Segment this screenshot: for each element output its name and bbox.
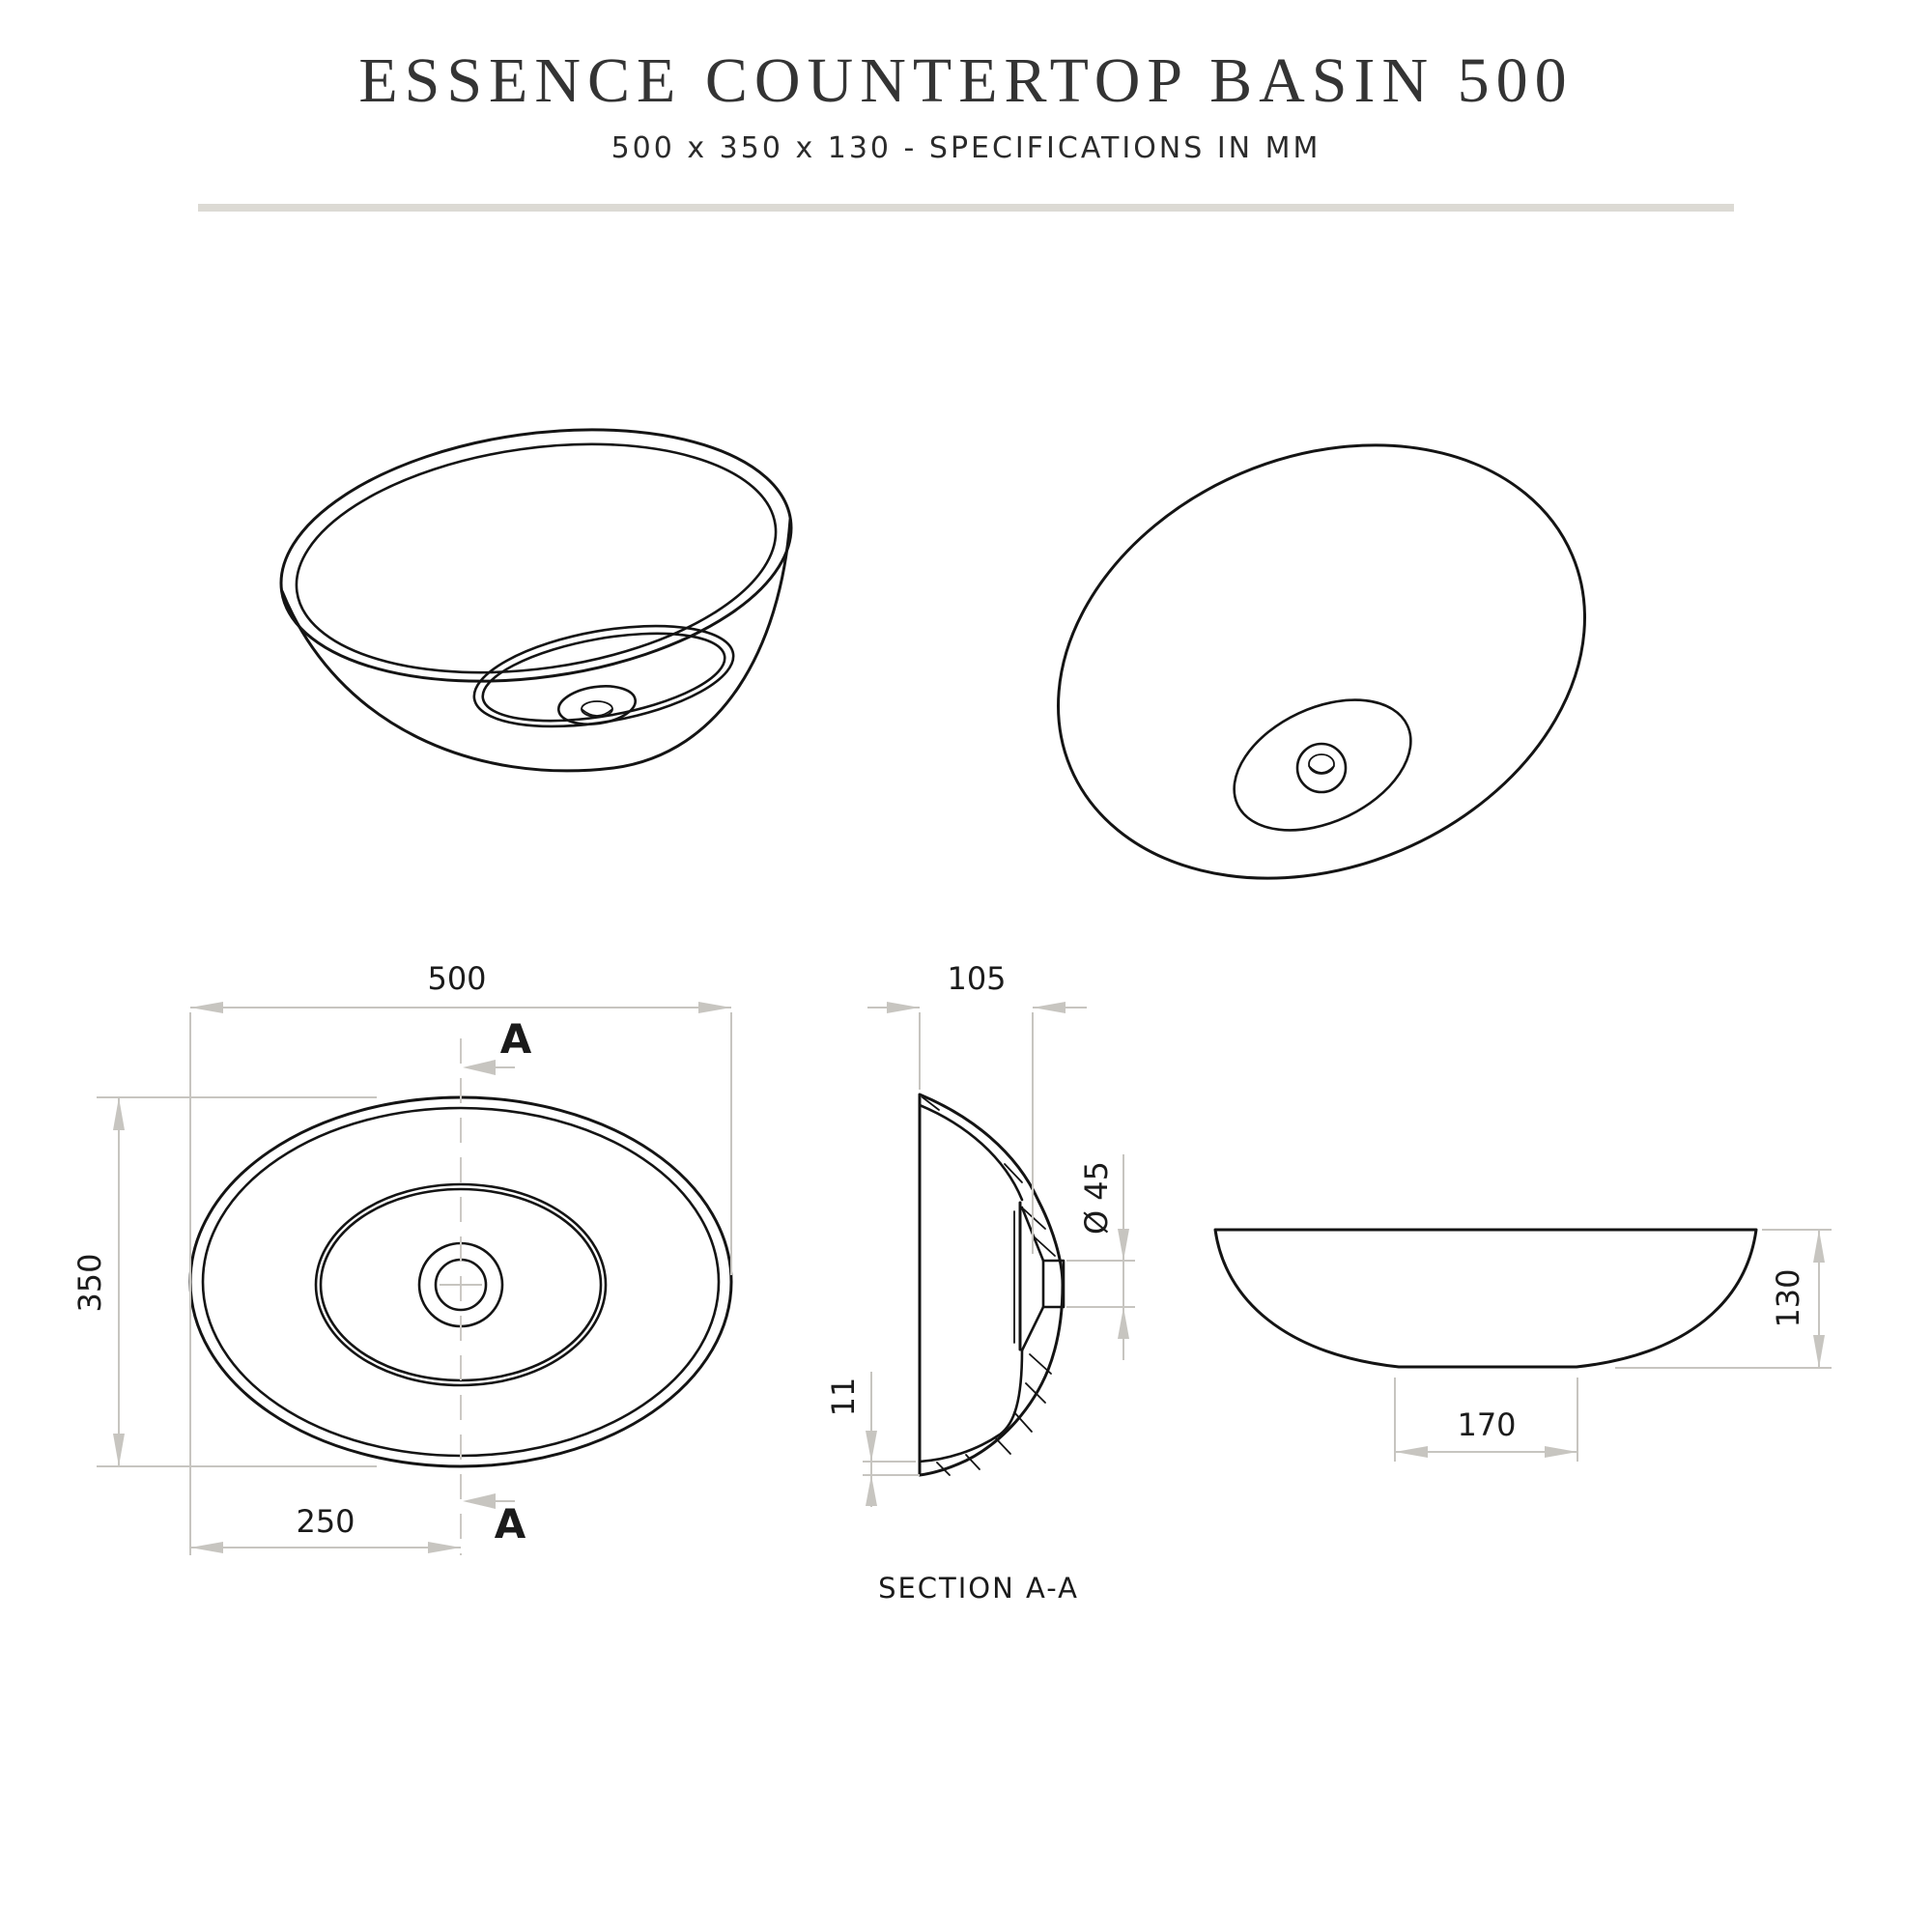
perspective-outer-rim xyxy=(265,399,808,712)
dim-45-arrow-top xyxy=(1118,1229,1129,1261)
dim-170-label: 170 xyxy=(1457,1406,1517,1443)
perspective-basin-floor-inner xyxy=(476,618,731,737)
dim-250-arrow-right xyxy=(428,1542,461,1553)
perspective-body xyxy=(282,520,790,771)
section-view xyxy=(825,960,1135,1605)
quarter-drain-inner xyxy=(1309,754,1334,774)
section-arrow-bottom-icon xyxy=(463,1493,496,1509)
dim-11-arrow-top xyxy=(866,1431,877,1462)
dim-500-arrow-left xyxy=(190,1002,223,1013)
dim-45-label: Ø 45 xyxy=(1078,1160,1115,1236)
perspective-view xyxy=(265,399,808,771)
dim-130-label: 130 xyxy=(1770,1268,1806,1328)
dim-130-arrow-bottom xyxy=(1813,1335,1825,1368)
perspective-drain-inner xyxy=(582,701,612,717)
page-subtitle: 500 x 350 x 130 - SPECIFICATIONS IN MM xyxy=(611,131,1321,165)
perspective-drain-outer xyxy=(556,682,639,729)
quarter-basin-floor xyxy=(1213,674,1432,857)
section-letter-top: A xyxy=(499,1015,532,1063)
dim-105-label: 105 xyxy=(947,960,1007,997)
side-view xyxy=(1215,1230,1832,1462)
dim-170-arrow-right xyxy=(1545,1446,1577,1458)
quarter-outer-shell xyxy=(991,367,1653,957)
dim-11-label: 11 xyxy=(825,1377,862,1417)
quarter-drain-outer xyxy=(1297,744,1346,792)
perspective-inner-rim xyxy=(282,415,791,700)
page-title: ESSENCE COUNTERTOP BASIN 500 xyxy=(358,45,1574,116)
dim-350-label: 350 xyxy=(71,1253,108,1313)
dim-170-arrow-left xyxy=(1395,1446,1428,1458)
dim-130-arrow-top xyxy=(1813,1230,1825,1263)
dim-105-arrow-right xyxy=(1033,1002,1065,1013)
top-quarter-view xyxy=(991,367,1653,957)
dim-45-arrow-bottom xyxy=(1118,1307,1129,1339)
dim-500-label: 500 xyxy=(427,960,487,997)
dim-250-arrow-left xyxy=(190,1542,223,1553)
side-profile xyxy=(1215,1230,1756,1367)
dim-350-arrow-bottom xyxy=(113,1434,125,1466)
dim-500-arrow-right xyxy=(698,1002,731,1013)
plan-view xyxy=(71,960,731,1555)
section-caption: SECTION A-A xyxy=(878,1572,1079,1605)
dim-250-label: 250 xyxy=(296,1503,355,1540)
dim-11-arrow-bottom xyxy=(866,1475,877,1506)
header-divider xyxy=(198,204,1734,212)
section-inner-wall-lower xyxy=(920,1350,1022,1462)
section-letter-bottom: A xyxy=(494,1500,526,1548)
dim-350-arrow-top xyxy=(113,1097,125,1130)
dim-105-arrow-left xyxy=(887,1002,920,1013)
section-arrow-top-icon xyxy=(463,1060,496,1075)
section-hatching xyxy=(923,1097,1055,1475)
